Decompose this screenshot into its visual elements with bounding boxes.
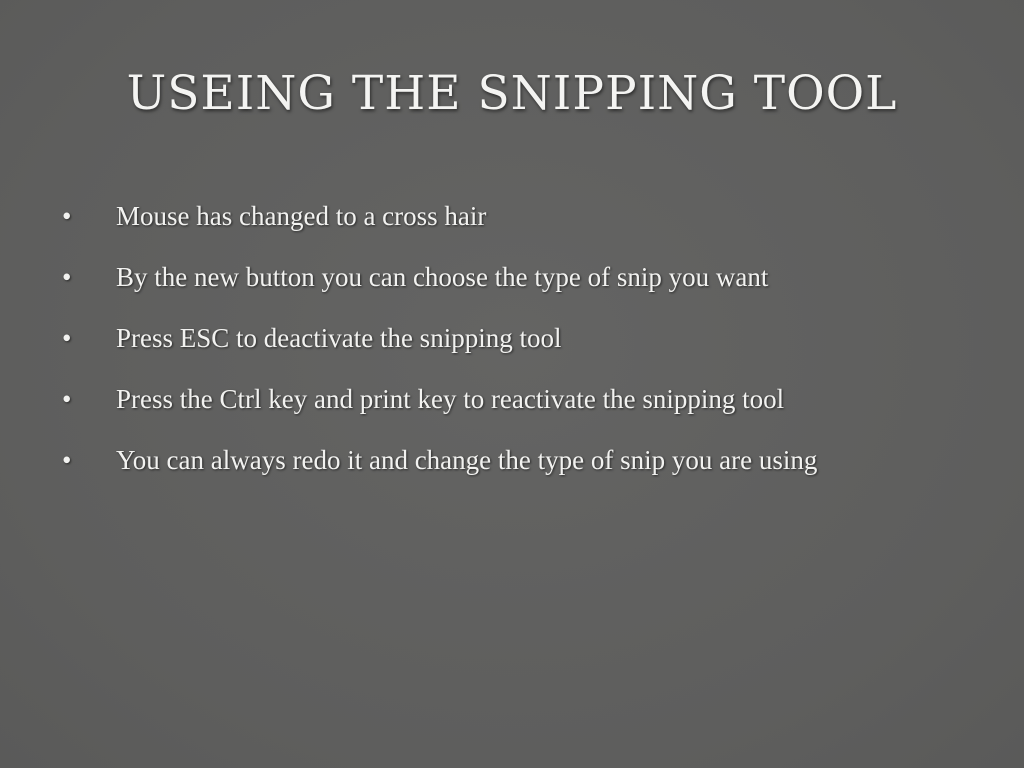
bullet-item — [62, 257, 1002, 318]
bullet-dot-icon: • — [62, 262, 72, 292]
bullet-item — [62, 379, 1002, 440]
bullet-item — [62, 318, 1002, 379]
slide-title: USEING THE SNIPPING TOOL — [126, 66, 898, 121]
bullet-dot-icon: • — [62, 323, 72, 353]
bullet-list — [62, 196, 1002, 501]
bullet-text: You can always redo it and change the type of snip you are using — [116, 445, 818, 475]
bullet-dot-icon: • — [62, 201, 72, 231]
bullet-dot-icon: • — [62, 384, 72, 414]
bullet-text: By the new button you can choose the type of snip you want — [116, 262, 769, 292]
bullet-text: Press the Ctrl key and print key to reactivate the snipping tool — [116, 384, 785, 414]
bullet-item — [62, 440, 1002, 501]
bullet-dot-icon: • — [62, 445, 72, 475]
bullet-text: Mouse has changed to a cross hair — [116, 201, 487, 231]
bullet-text: Press ESC to deactivate the snipping tool — [116, 323, 562, 353]
bullet-item — [62, 196, 1002, 257]
